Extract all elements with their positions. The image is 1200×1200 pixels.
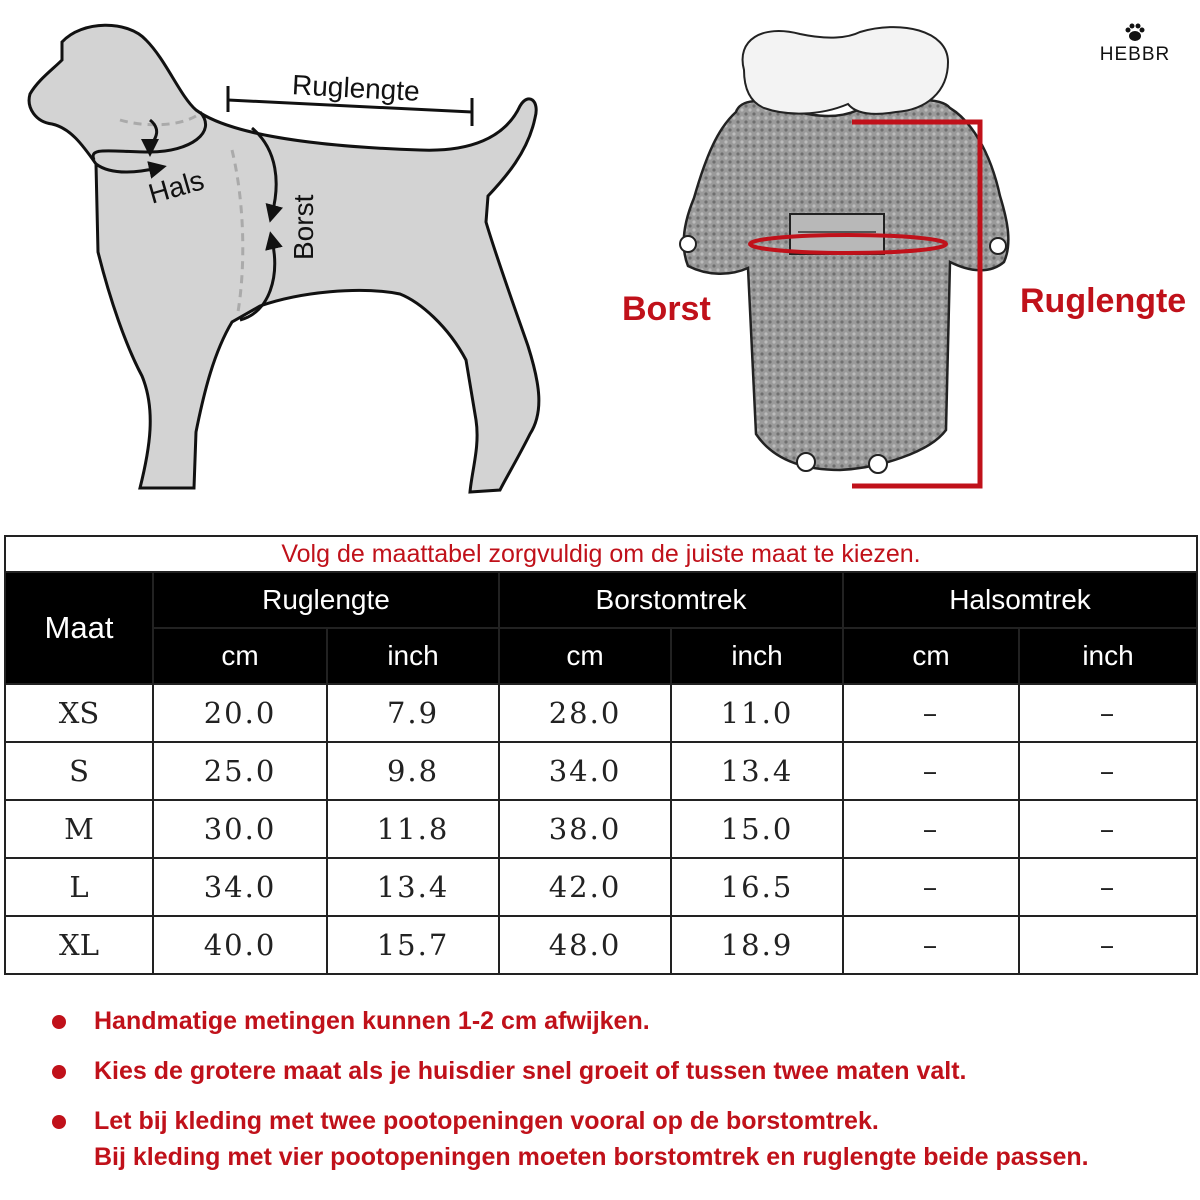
size-cell: S [5,742,153,800]
note-item [50,1103,1180,1175]
notes-list [50,1003,1180,1189]
table-cell: 18.9 [671,916,843,974]
table-cell: 38.0 [499,800,671,858]
unit-header: cm [499,628,671,684]
unit-header: cm [843,628,1019,684]
dog-back-label: Ruglengte [291,69,421,107]
group-header-neck: Halsomtrek [843,572,1197,628]
group-header-chest: Borstomtrek [499,572,843,628]
size-cell: XL [5,916,153,974]
unit-header: inch [1019,628,1197,684]
table-cell: 11.8 [327,800,499,858]
size-column-header: Maat [5,572,153,684]
table-cell: – [843,684,1019,742]
table-row [5,916,1197,974]
table-cell: 40.0 [153,916,327,974]
unit-header: inch [671,628,843,684]
table-cell: 9.8 [327,742,499,800]
table-cell: 20.0 [153,684,327,742]
table-cell: – [1019,858,1197,916]
group-header-back-length: Ruglengte [153,572,499,628]
table-cell: – [1019,916,1197,974]
unit-header: cm [153,628,327,684]
table-row [5,800,1197,858]
unit-header: inch [327,628,499,684]
table-cell: 13.4 [671,742,843,800]
table-cell: 15.0 [671,800,843,858]
table-cell: – [843,742,1019,800]
size-table [4,535,1198,975]
table-title: Volg de maattabel zorgvuldig om de juiste maat te kiezen. [5,536,1197,572]
coat-back-label: Ruglengte [1020,282,1187,320]
note-text: Let bij kleding met twee pootopeningen vooral op de borstomtrek. [94,1107,879,1135]
table-cell: 25.0 [153,742,327,800]
illustration-area [0,0,1200,500]
note-text: Handmatige metingen kunnen 1-2 cm afwijken. [94,1007,650,1035]
table-row [5,684,1197,742]
note-text: Kies de grotere maat als je huisdier snel groeit of tussen twee maten valt. [94,1057,967,1085]
bullet-icon [52,1115,66,1129]
table-cell: – [843,858,1019,916]
table-cell: 28.0 [499,684,671,742]
coat-illustration [680,27,1008,486]
table-cell: 34.0 [153,858,327,916]
table-row [5,858,1197,916]
table-cell: 13.4 [327,858,499,916]
bullet-icon [52,1065,66,1079]
table-cell: 15.7 [327,916,499,974]
note-text: Bij kleding met vier pootopeningen moeten borstomtrek en ruglengte beide passen. [94,1143,1089,1171]
coat-chest-label: Borst [622,290,711,328]
table-cell: 11.0 [671,684,843,742]
table-cell: 48.0 [499,916,671,974]
table-cell: – [1019,684,1197,742]
brand-name: HEBBR [1099,44,1171,65]
bullet-icon [52,1015,66,1029]
dog-silhouette [29,25,539,492]
note-item [50,1053,1180,1089]
dog-chest-label: Borst [288,194,319,260]
paw-icon [1124,22,1146,42]
dog-neck-label: Hals [145,164,208,210]
note-item [50,1003,1180,1039]
size-cell: M [5,800,153,858]
table-cell: 16.5 [671,858,843,916]
table-cell: – [843,916,1019,974]
brand-logo [1090,22,1180,66]
size-cell: XS [5,684,153,742]
table-cell: 34.0 [499,742,671,800]
table-cell: – [1019,742,1197,800]
table-cell: – [1019,800,1197,858]
table-cell: 30.0 [153,800,327,858]
table-cell: – [843,800,1019,858]
size-cell: L [5,858,153,916]
table-cell: 7.9 [327,684,499,742]
table-row [5,742,1197,800]
table-cell: 42.0 [499,858,671,916]
